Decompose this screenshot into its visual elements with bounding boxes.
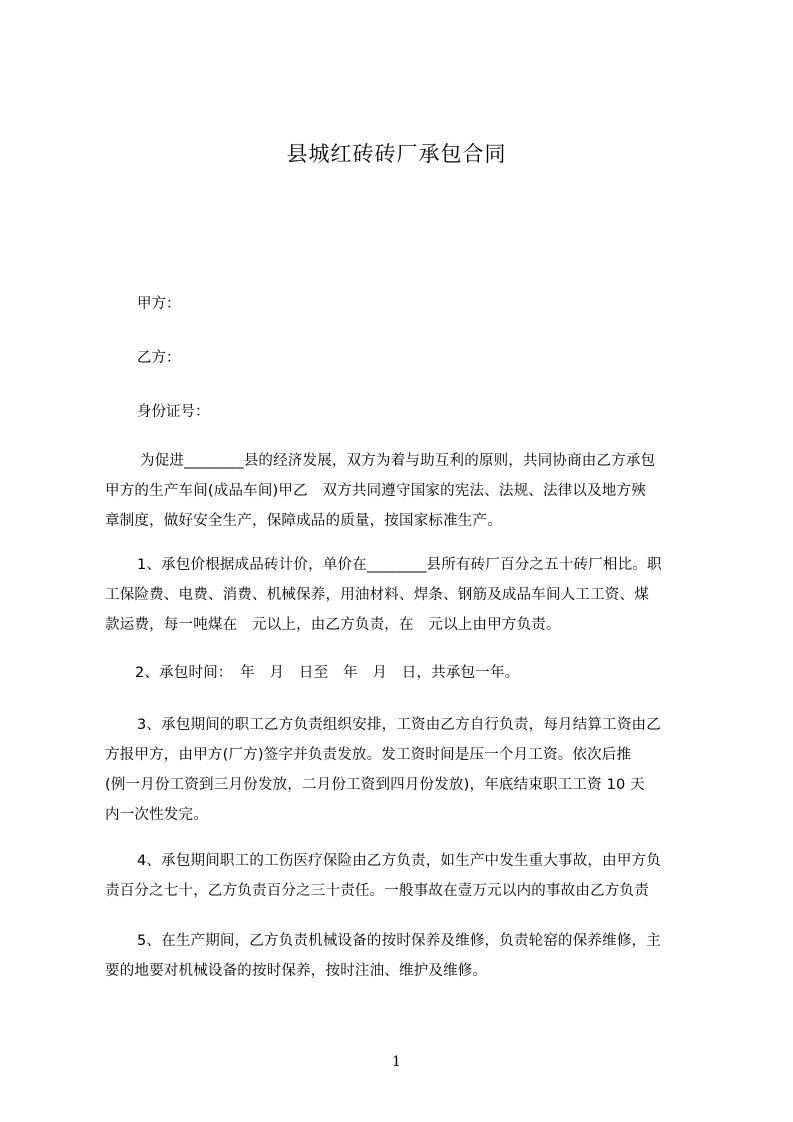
preamble-paragraph: [105, 446, 713, 536]
clause-line: 方报甲方，由甲方(厂方)签字并负责发放。发工资时间是压一个月工资。依次后推: [105, 747, 632, 763]
preamble-line: 章制度，做好安全生产，保障成品的质量，按国家标准生产。: [105, 513, 502, 529]
clause-5-paragraph: [105, 926, 713, 986]
clause-line: 4、承包期间职工的工伤医疗保险由乙方负责，如生产中发生重大事故，由甲方负: [137, 853, 661, 869]
clause-line: 5、在生产期间，乙方负责机械设备的按时保养及维修，负责轮窑的保养维修，主: [137, 933, 661, 949]
party-b-label: 乙方：: [137, 350, 181, 366]
clause-line: (例一月份工资到三月份发放，二月份工资到四月份发放)，年底结束职工工资 10 天: [105, 777, 645, 793]
document-title: 县城红砖砖厂承包合同: [286, 142, 507, 166]
clause-line: 工保险费、电费、消费、机械保养，用油材料、焊条、钢筋及成品车间人工工资、煤: [105, 587, 649, 603]
id-number-label: 身份证号：: [137, 404, 210, 420]
clause-line: 1、承包价根据成品砖计价，单价在________县所有砖厂百分之五十砖厂相比。职: [137, 557, 662, 573]
clause-1-paragraph: [105, 550, 713, 640]
clause-line: 款运费，每一吨煤在 元以上，由乙方负责，在 元以上由甲方负责。: [105, 617, 561, 633]
clause-2-paragraph: [105, 658, 713, 688]
clause-3-paragraph: [105, 710, 713, 830]
page-number: 1: [392, 1054, 401, 1070]
clause-line: 内一次性发完。: [105, 807, 208, 823]
clause-line: 2、承包时间： 年 月 日至 年 月 日，共承包一年。: [135, 665, 520, 681]
clause-4-paragraph: [105, 846, 713, 906]
clause-line: 要的地要对机械设备的按时保养，按时注油、维护及维修。: [105, 963, 488, 979]
clause-line: 责百分之七十，乙方负责百分之三十责任。一般事故在壹万元以内的事故由乙方负责: [105, 883, 649, 899]
preamble-line: 甲方的生产车间(成品车间)甲乙 双方共同遵守国家的宪法、法规、法律以及地方殎: [105, 483, 646, 499]
clause-line: 3、承包期间的职工乙方负责组织安排，工资由乙方自行负责，每月结算工资由乙: [137, 717, 661, 733]
party-a-label: 甲方：: [137, 296, 181, 312]
preamble-line: 为促进________县的经济发展，双方为着与助互利的原则，共同协商由乙方承包: [140, 453, 656, 469]
